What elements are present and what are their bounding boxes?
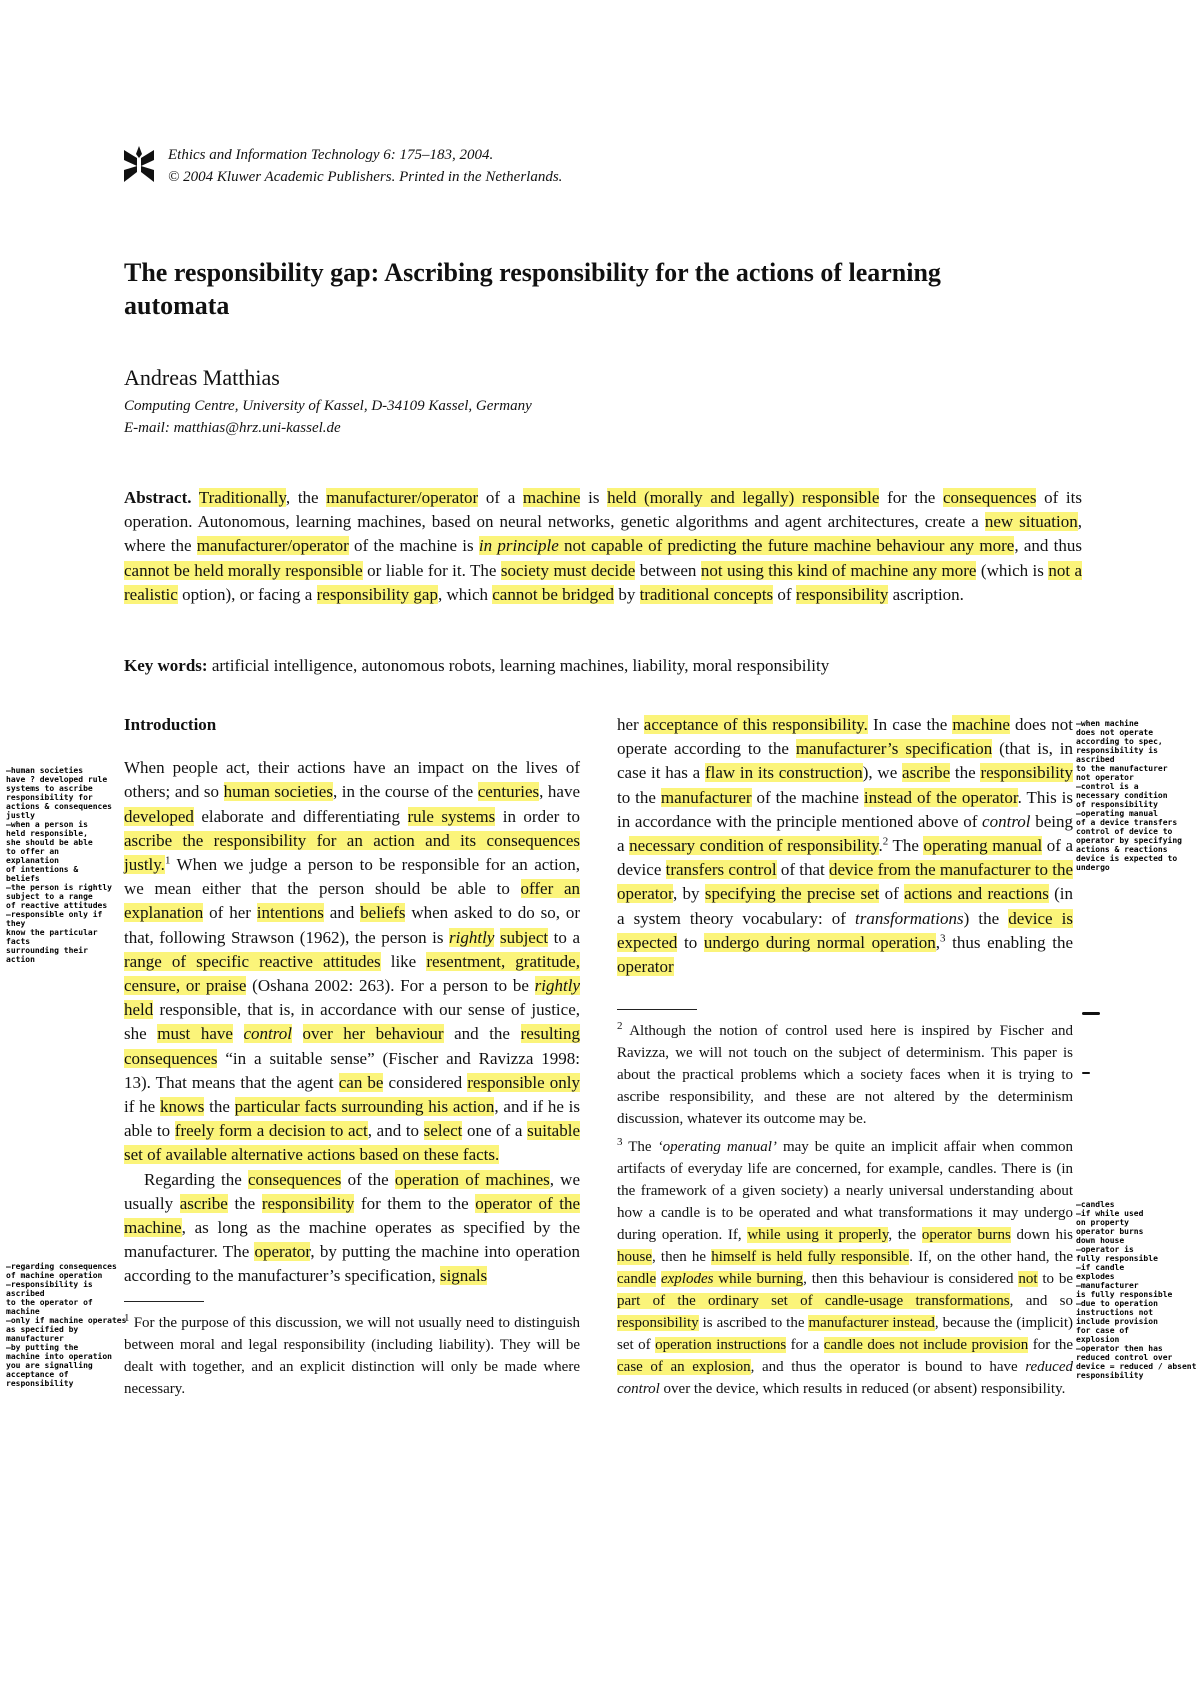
abstract-label: Abstract. [124,488,192,507]
pen-mark [1082,1012,1100,1015]
handwritten-margin-note: –regarding consequences of machine operation –responsibility is ascribed to the operator of machine –only if machine operates as specified by manufacturer –by putting the machine into operation you are signalling acceptance of responsibility [6,1262,127,1388]
right-column [617,713,1073,1400]
journal-header [122,144,562,188]
left-column [124,713,580,1400]
footnote-rule [124,1301,204,1302]
section-title: Introduction [124,715,217,734]
affiliation: Computing Centre, University of Kassel, D-34109 Kassel, Germany [124,398,532,414]
keywords-text: artificial intelligence, autonomous robots, learning machines, liability, moral responsibility [211,656,830,675]
copyright-line: © 2004 Kluwer Academic Publishers. Printed in the Netherlands. [168,169,563,185]
abstract-text: Traditionally, the manufacturer/operator of a machine is held (morally and legally) responsible for the consequences of its operation. Autonomous, learning machines, based on neural networks, genetic algorithms and agent architectures, create a new situation, where the manufacturer/operator of the machine is in principle not capable of predicting the future machine behaviour any more, and thus cannot be held morally responsible or liable for it. The society must decide between not using this kind of machine any more (which is not a realistic option), or facing a responsibility gap, which cannot be bridged by traditional concepts of responsibility ascription. [124,488,1083,604]
footnote-2 [617,1020,1073,1130]
footnote-text: The ‘operating manual’ may be quite an implicit affair when common artifacts of everyday life are concerned, for example, candles. There is (in the framework of a given society) a nearly universal understanding about how a candle is to be operated and what transformations it may undergo during operation. If, while using it properly, the operator burns down his house, then he himself is held fully responsible. If, on the other hand, the candle explodes while burning, then this behaviour is considered not to be part of the ordinary set of candle-usage transformations, and so responsibility is ascribed to the manufacturer instead, because the (implicit) set of operation instructions for a candle does not include provision for the case of an explosion, and thus the operator is bound to have reduced control over the device, which results in reduced (or absent) responsibility. [617,1139,1074,1398]
footnote-text: For the purpose of this discussion, we will not usually need to distinguish between moral and legal responsibility (including liability). They will be dealt with together, and an explicit distinction will only be made where necessary. [124,1314,581,1397]
email: E-mail: matthias@hrz.uni-kassel.de [124,420,341,436]
abstract [124,486,1082,607]
handwritten-margin-note: –candles –if while used on property operator burns down house –operator is fully responsible –if candle explodes –manufacturer is fully responsible –due to operation instructions not include provision for case of explosion –operator then has reduced control over device = reduced / absent responsibility [1076,1200,1197,1380]
footnote-rule [617,1009,697,1010]
keywords-label: Key words: [124,656,208,675]
footnote-number: 2 [617,1020,623,1033]
intro-paragraph-2: Regarding the consequences of the operation of machines, we usually ascribe the responsibility for them to the operator of the machine, as long as the machine operates as specified by the manufacturer. The operator, by putting the machine into operation according to the manufacturer’s specification, signals [124,1169,581,1286]
journal-line: Ethics and Information Technology 6: 175–183, 2004. [168,147,494,163]
pen-mark [1082,1072,1090,1074]
author-name: Andreas Matthias [124,365,280,390]
footnote-number: 3 [617,1136,623,1149]
footnote-3 [617,1136,1073,1400]
right-paragraph-1: her acceptance of this responsibility. In case the machine does not operate according to the manufacturer’s specification (that is, in case it has a flaw in its construction), we ascribe the responsibility to the manufacturer of the machine instead of the operator. This is in accordance with the principle mentioned above of control being a necessary condition of responsibility.$^2$ The operating manual of a device transfers control of that device from the manufacturer to the operator, by specifying the precise set of actions and reactions (in a system theory vocabulary: of transformations) the device is expected to undergo during normal operation,$^3$ thus enabling the operator [617,715,1074,977]
footnote-text: Although the notion of control used here is inspired by Fischer and Ravizza, we will not touch on the subject of determinism. This paper is about the practical problems which a society faces when it is trying to ascribe responsibility, and these are not altered by the determinism discussion, whatever its outcome may be. [617,1023,1073,1128]
publisher-logo-icon [122,146,156,186]
footnote-number: 1 [124,1311,130,1324]
handwritten-margin-note: –human societies have ? developed rule systems to ascribe responsibility for actions & consequences justly –when a person is held responsible, she should be able to offer an explanation of intentions & beliefs –the person is rightly subject to a range of reactive attitudes –responsible only if they know the particular facts surrounding their action [6,766,112,964]
handwritten-margin-note: –when machine does not operate according to spec, responsibility is ascribed to the manufacturer not operator –control is a necessary condition of responsibility –operating manual of a device transfers control of device to operator by specifying actions & reactions device is expected to undergo [1076,719,1182,872]
intro-paragraph-1: When people act, their actions have an impact on the lives of others; and so human societies, in the course of the centuries, have developed elaborate and differentiating rule systems in order to ascribe the responsibility for an action and its consequences justly.$^1$ When we judge a person to be responsible for an action, we mean either that the person should be able to offer an explanation of her intentions and beliefs when asked to do so, or that, following Strawson (1962), the person is rightly subject to a range of specific reactive attitudes like resentment, gratitude, censure, or praise (Oshana 2002: 263). For a person to be rightly held responsible, that is, in accordance with our sense of justice, she must have control over her behaviour and the resulting consequences “in a suitable sense” (Fischer and Ravizza 1998: 13). That means that the agent can be considered responsible only if he knows the particular facts surrounding his action, and if he is able to freely form a decision to act, and to select one of a suitable set of available alternative actions based on these facts. [124,758,581,1165]
keywords [124,654,1082,678]
author-affiliation-block [124,395,532,439]
paper-title: The responsibility gap: Ascribing responsibility for the actions of learning automata [124,258,941,320]
footnote-1 [124,1312,580,1400]
